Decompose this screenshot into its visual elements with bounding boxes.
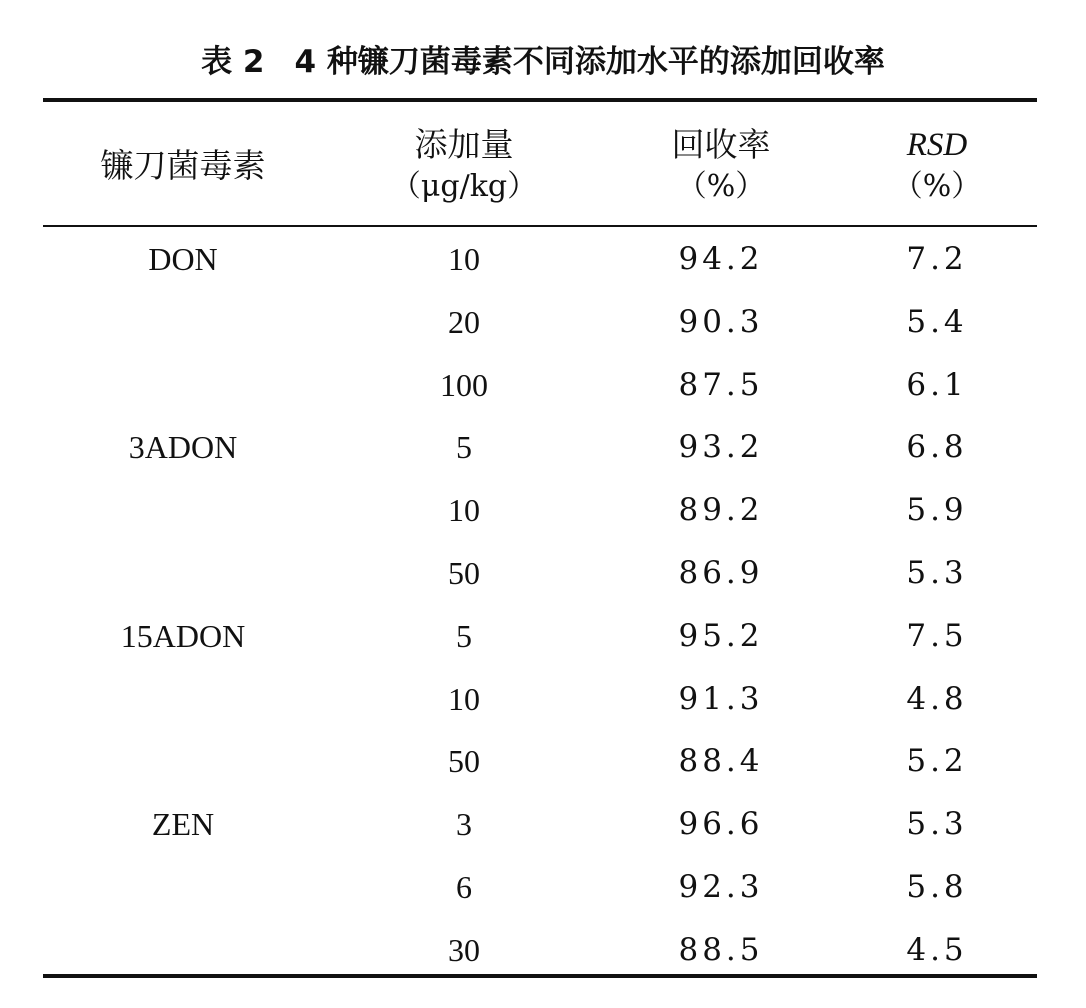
cell-rsd: 5.3 — [906, 806, 968, 843]
header-recovery — [605, 124, 837, 208]
cell-rsd: 5.3 — [906, 554, 968, 591]
header-toxin — [43, 124, 323, 208]
header-spike-unit: （μg/kg） — [390, 169, 538, 204]
cell-recovery: 96.6 — [678, 806, 764, 843]
table-row — [43, 856, 1037, 919]
header-spike-label: 添加量 — [414, 125, 514, 164]
cell-spike: 50 — [448, 743, 480, 780]
cell-spike: 5 — [456, 617, 472, 654]
cell-recovery: 91.3 — [678, 680, 764, 717]
table-caption — [0, 38, 1086, 86]
cell-recovery: 93.2 — [678, 429, 764, 466]
header-spike — [323, 124, 605, 208]
table-title: 4 种镰刀菌毒素不同添加水平的添加回收率 — [294, 44, 885, 80]
cell-spike: 10 — [448, 680, 480, 717]
cell-spike: 3 — [456, 806, 472, 843]
header-recovery-label: 回收率 — [671, 125, 771, 164]
table-row — [43, 228, 1037, 291]
cell-recovery: 88.4 — [678, 743, 764, 780]
cell-recovery: 88.5 — [678, 931, 764, 968]
cell-toxin — [43, 856, 323, 919]
table-row — [43, 730, 1037, 793]
cell-rsd: 5.8 — [906, 868, 968, 905]
cell-spike: 100 — [440, 366, 488, 403]
cell-rsd: 5.9 — [906, 492, 968, 529]
cell-rsd: 6.1 — [906, 366, 968, 403]
table-number: 表 2 — [201, 44, 265, 80]
top-rule — [43, 98, 1037, 102]
table-row — [43, 668, 1037, 731]
table-row — [43, 919, 1037, 982]
cell-recovery: 94.2 — [678, 241, 764, 277]
cell-spike: 10 — [448, 492, 480, 529]
cell-spike: 10 — [448, 241, 480, 277]
cell-toxin — [43, 291, 323, 354]
cell-recovery: 86.9 — [678, 554, 764, 591]
cell-rsd: 4.5 — [906, 931, 968, 968]
cell-recovery: 87.5 — [678, 366, 764, 403]
header-recovery-unit: （%） — [676, 169, 766, 204]
cell-toxin: DON — [148, 241, 218, 277]
cell-recovery: 92.3 — [678, 868, 764, 905]
cell-toxin: 15ADON — [120, 617, 246, 654]
table-row — [43, 354, 1037, 417]
bottom-rule — [43, 974, 1037, 978]
cell-toxin — [43, 730, 323, 793]
cell-spike: 30 — [448, 931, 480, 968]
cell-spike: 20 — [448, 303, 480, 340]
cell-toxin: 3ADON — [128, 429, 238, 466]
table-row — [43, 416, 1037, 479]
cell-rsd: 5.2 — [906, 743, 968, 780]
header-rsd-label: RSD — [906, 127, 968, 163]
header-rsd-unit: （%） — [892, 169, 982, 204]
table-row — [43, 793, 1037, 856]
cell-toxin — [43, 542, 323, 605]
cell-rsd: 7.2 — [906, 241, 968, 277]
cell-recovery: 89.2 — [678, 492, 764, 529]
table-row — [43, 542, 1037, 605]
table-row — [43, 479, 1037, 542]
cell-toxin — [43, 668, 323, 731]
cell-spike: 5 — [456, 429, 472, 466]
cell-toxin — [43, 354, 323, 417]
cell-spike: 6 — [456, 868, 472, 905]
table-row — [43, 605, 1037, 668]
header-toxin-label: 镰刀菌毒素 — [100, 146, 266, 185]
header-rule — [43, 225, 1037, 227]
cell-toxin — [43, 479, 323, 542]
table-row — [43, 291, 1037, 354]
cell-toxin — [43, 919, 323, 982]
cell-recovery: 95.2 — [678, 617, 764, 654]
cell-rsd: 6.8 — [906, 429, 968, 466]
table-body — [43, 228, 1037, 982]
cell-rsd: 4.8 — [906, 680, 968, 717]
cell-spike: 50 — [448, 554, 480, 591]
cell-toxin: ZEN — [151, 806, 215, 843]
cell-recovery: 90.3 — [678, 303, 764, 340]
header-rsd — [837, 124, 1037, 208]
cell-rsd: 7.5 — [906, 617, 968, 654]
cell-rsd: 5.4 — [906, 303, 968, 340]
